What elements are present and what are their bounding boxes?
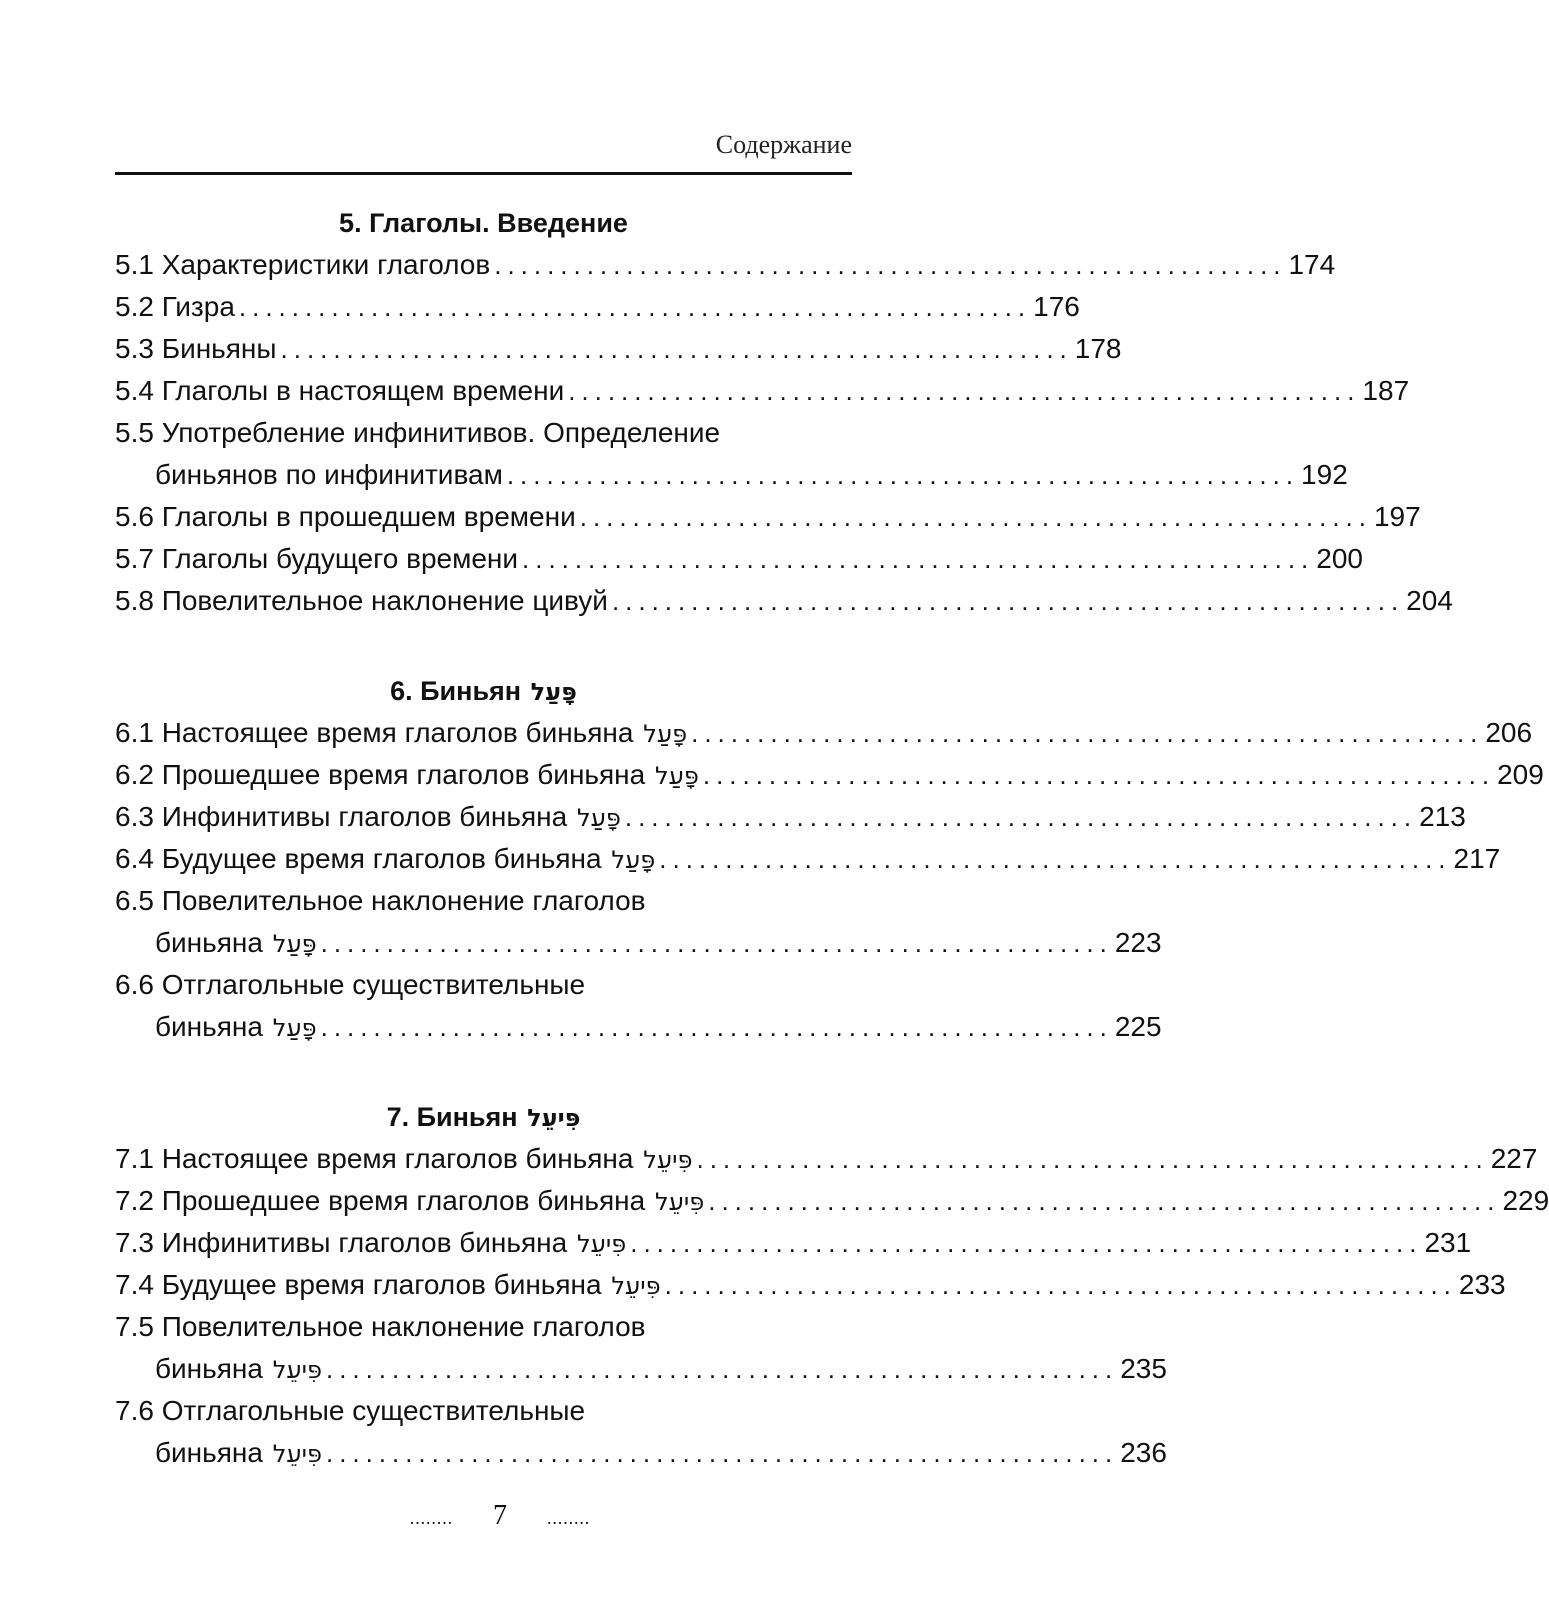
toc-entry[interactable] — [115, 1138, 1538, 1180]
dot-leader: ............................................................ — [630, 1228, 1423, 1258]
running-head: Содержание — [715, 130, 852, 159]
dot-leader: ............................................................ — [494, 250, 1287, 280]
hebrew-term: פָּעַל — [272, 930, 317, 958]
hebrew-term: פָּעַל — [654, 762, 699, 790]
toc-entry[interactable] — [115, 1390, 1167, 1474]
toc-entry-line — [115, 1390, 852, 1432]
entry-title — [155, 922, 317, 965]
toc-entry[interactable] — [115, 496, 1421, 538]
entry-title-text: 5.7 Глаголы будущего времени — [115, 543, 519, 574]
entry-title-text: биньяна — [155, 1437, 263, 1468]
entry-title-text: 6.6 Отглагольные существительные — [115, 969, 586, 1000]
toc-entry-line — [115, 880, 852, 922]
dot-leader: ............................................................ — [325, 1438, 1119, 1468]
dot-leader: ............................................................ — [280, 334, 1073, 364]
entry-title-text: 7.4 Будущее время глаголов биньяна — [115, 1269, 602, 1300]
toc-entry-line — [115, 244, 1336, 286]
entry-title — [115, 1138, 693, 1181]
toc-entry[interactable] — [115, 880, 1162, 964]
page-number-ref: 227 — [1490, 1143, 1538, 1174]
toc-entry-line — [115, 286, 1080, 328]
hebrew-term: פָּעַל — [643, 720, 688, 748]
entry-title-text: 7.6 Отглагольные существительные — [115, 1395, 586, 1426]
dot-leader: ............................................................ — [506, 460, 1300, 490]
dot-leader: ............................................................ — [568, 376, 1361, 406]
dot-leader: ............................................................ — [611, 586, 1405, 616]
toc-entry-line — [115, 712, 1533, 754]
toc-entry[interactable] — [115, 412, 1348, 496]
page-number-ref: 174 — [1288, 249, 1336, 280]
entry-title — [155, 1006, 317, 1049]
entry-title — [155, 1432, 322, 1475]
entry-title-text: 7.5 Повелительное наклонение глаголов — [115, 1311, 646, 1342]
toc-entry-line — [115, 1222, 1472, 1264]
section-title-text: 6. Биньян — [390, 676, 522, 706]
page-number-ref: 236 — [1120, 1437, 1167, 1468]
entry-title-text: 6.4 Будущее время глаголов биньяна — [115, 843, 602, 874]
section-gap — [115, 622, 852, 670]
toc-entry-line — [115, 1006, 1162, 1048]
toc-entry-line — [115, 412, 852, 454]
entry-title — [155, 454, 503, 496]
hebrew-term: פִּיעֵל — [272, 1440, 322, 1468]
entry-title — [115, 580, 608, 622]
page-number-ref: 192 — [1301, 459, 1348, 490]
section-title-text: 5. Глаголы. Введение — [339, 208, 628, 238]
toc-entry[interactable] — [115, 1180, 1549, 1222]
entry-title — [115, 712, 687, 755]
hebrew-term: פָּעַל — [611, 846, 656, 874]
section-heading — [115, 202, 852, 244]
toc-entry-line — [115, 1264, 1506, 1306]
toc-entry[interactable] — [115, 538, 1363, 580]
entry-title-text: 6.2 Прошедшее время глаголов биньяна — [115, 759, 646, 790]
entry-title — [115, 412, 720, 454]
entry-title — [115, 538, 518, 580]
toc-entry-line — [115, 496, 1421, 538]
entry-title — [115, 754, 699, 797]
dot-leader: ............................................................ — [320, 1012, 1113, 1042]
hebrew-term: פָּעַל — [576, 804, 621, 832]
entry-title — [115, 796, 621, 839]
entry-title — [115, 1264, 661, 1307]
toc-entry-line — [115, 454, 1348, 496]
toc-entry[interactable] — [115, 1306, 1167, 1390]
entry-title-text: 6.1 Настоящее время глаголов биньяна — [115, 717, 634, 748]
page-number-ref: 233 — [1458, 1269, 1506, 1300]
entry-title-text: 5.6 Глаголы в прошедшем времени — [115, 501, 576, 532]
dot-leader: ............................................................ — [238, 292, 1032, 322]
entry-title — [115, 880, 646, 922]
entry-title-text: 5.5 Употребление инфинитивов. Определение — [115, 417, 721, 448]
entry-title — [115, 244, 490, 286]
dot-leader: ............................................................ — [664, 1270, 1457, 1300]
section-title-hebrew: פִּיעֵל — [527, 1104, 581, 1132]
toc-entry[interactable] — [115, 754, 1544, 796]
page-number-ref: 209 — [1497, 759, 1544, 790]
dot-leader: ............................................................ — [522, 544, 1315, 574]
entry-title-text: 5.8 Повелительное наклонение цивуй — [115, 585, 608, 616]
page-footer — [0, 1500, 1000, 1532]
toc-entry-line — [115, 754, 1544, 796]
toc-entry[interactable] — [115, 712, 1533, 754]
section-title-hebrew: פָּעַל — [530, 678, 577, 706]
dot-leader: ............................................................ — [624, 802, 1418, 832]
page-number-ref: 176 — [1033, 291, 1080, 322]
toc-entry[interactable] — [115, 838, 1501, 880]
page-number-ref: 217 — [1453, 843, 1501, 874]
hebrew-term: פִּיעֵל — [611, 1272, 661, 1300]
hebrew-term: פִּיעֵל — [576, 1230, 627, 1258]
section-heading — [115, 1096, 852, 1138]
entry-title — [155, 1348, 322, 1391]
hebrew-term: פִּיעֵל — [272, 1356, 322, 1384]
entry-title-text: 5.1 Характеристики глаголов — [115, 249, 491, 280]
folio-ornament-left: ........ — [409, 1508, 453, 1528]
dot-leader: ............................................................ — [320, 928, 1113, 958]
toc-entry-line — [115, 1138, 1538, 1180]
page-number-ref: 204 — [1406, 585, 1453, 616]
entry-title-text: 5.4 Глаголы в настоящем времени — [115, 375, 565, 406]
entry-title — [115, 1222, 626, 1265]
dot-leader: ............................................................ — [696, 1144, 1489, 1174]
toc-entry-line — [115, 922, 1162, 964]
entry-title-text: 6.3 Инфинитивы глаголов биньяна — [115, 801, 568, 832]
entry-title — [115, 286, 235, 328]
dot-leader: ............................................................ — [579, 502, 1372, 532]
toc-entry[interactable] — [115, 580, 1453, 622]
toc-entry[interactable] — [115, 370, 1410, 412]
table-of-contents — [115, 202, 1549, 1474]
toc-entry-line — [115, 1432, 1167, 1474]
entry-title — [115, 838, 655, 881]
toc-entry[interactable] — [115, 328, 1122, 370]
page-number-ref: 206 — [1485, 717, 1533, 748]
toc-entry-line — [115, 370, 1410, 412]
entry-title — [115, 964, 585, 1006]
toc-entry-line — [115, 796, 1466, 838]
toc-entry-line — [115, 1348, 1167, 1390]
toc-entry-line — [115, 1306, 852, 1348]
section-title-text: 7. Биньян — [386, 1102, 518, 1132]
page-number-ref: 225 — [1114, 1011, 1162, 1042]
toc-entry-line — [115, 1180, 1549, 1222]
section-gap — [115, 1048, 852, 1096]
folio-ornament-right: ........ — [547, 1508, 591, 1528]
dot-leader: ............................................................ — [702, 760, 1496, 790]
toc-entry-line — [115, 580, 1453, 622]
toc-entry-line — [115, 328, 1122, 370]
toc-entry-line — [115, 964, 852, 1006]
page-number-ref: 235 — [1120, 1353, 1167, 1384]
page-number-ref: 213 — [1419, 801, 1466, 832]
page-number-ref: 178 — [1074, 333, 1122, 364]
toc-entry[interactable] — [115, 244, 1336, 286]
entry-title-text: биньяна — [155, 1353, 263, 1384]
toc-entry-line — [115, 838, 1501, 880]
toc-entry-line — [115, 538, 1363, 580]
hebrew-term: פָּעַל — [272, 1014, 317, 1042]
entry-title — [115, 370, 564, 412]
entry-title-text: биньяна — [155, 1011, 263, 1042]
page-number-ref: 197 — [1373, 501, 1421, 532]
entry-title — [115, 496, 576, 538]
toc-entry[interactable] — [115, 286, 1080, 328]
dot-leader: ............................................................ — [325, 1354, 1119, 1384]
toc-entry[interactable] — [115, 1222, 1472, 1264]
dot-leader: ............................................................ — [708, 1186, 1501, 1216]
entry-title-text: 7.2 Прошедшее время глаголов биньяна — [115, 1185, 646, 1216]
entry-title-text: биньяна — [155, 927, 263, 958]
entry-title-text: 6.5 Повелительное наклонение глаголов — [115, 885, 646, 916]
entry-title — [115, 1390, 585, 1432]
hebrew-term: פִּיעֵל — [654, 1188, 705, 1216]
entry-title-text: биньянов по инфинитивам — [155, 459, 503, 490]
entry-title — [115, 1180, 704, 1223]
page-number-ref: 231 — [1424, 1227, 1472, 1258]
entry-title-text: 7.3 Инфинитивы глаголов биньяна — [115, 1227, 568, 1258]
section-heading — [115, 670, 852, 712]
page-number-ref: 223 — [1114, 927, 1162, 958]
dot-leader: ............................................................ — [659, 844, 1452, 874]
entry-title — [115, 1306, 646, 1348]
toc-entry[interactable] — [115, 796, 1466, 838]
toc-entry[interactable] — [115, 1264, 1506, 1306]
entry-title-text: 5.2 Гизра — [115, 291, 235, 322]
toc-entry[interactable] — [115, 964, 1162, 1048]
entry-title-text: 7.1 Настоящее время глаголов биньяна — [115, 1143, 634, 1174]
header-rule — [115, 172, 852, 175]
page-number: 7 — [493, 1500, 507, 1531]
page-number-ref: 187 — [1362, 375, 1410, 406]
hebrew-term: פִּיעֵל — [643, 1146, 693, 1174]
page-number-ref: 200 — [1316, 543, 1363, 574]
page-number-ref: 229 — [1502, 1185, 1549, 1216]
entry-title-text: 5.3 Биньяны — [115, 333, 277, 364]
dot-leader: ............................................................ — [691, 718, 1484, 748]
entry-title — [115, 328, 277, 370]
